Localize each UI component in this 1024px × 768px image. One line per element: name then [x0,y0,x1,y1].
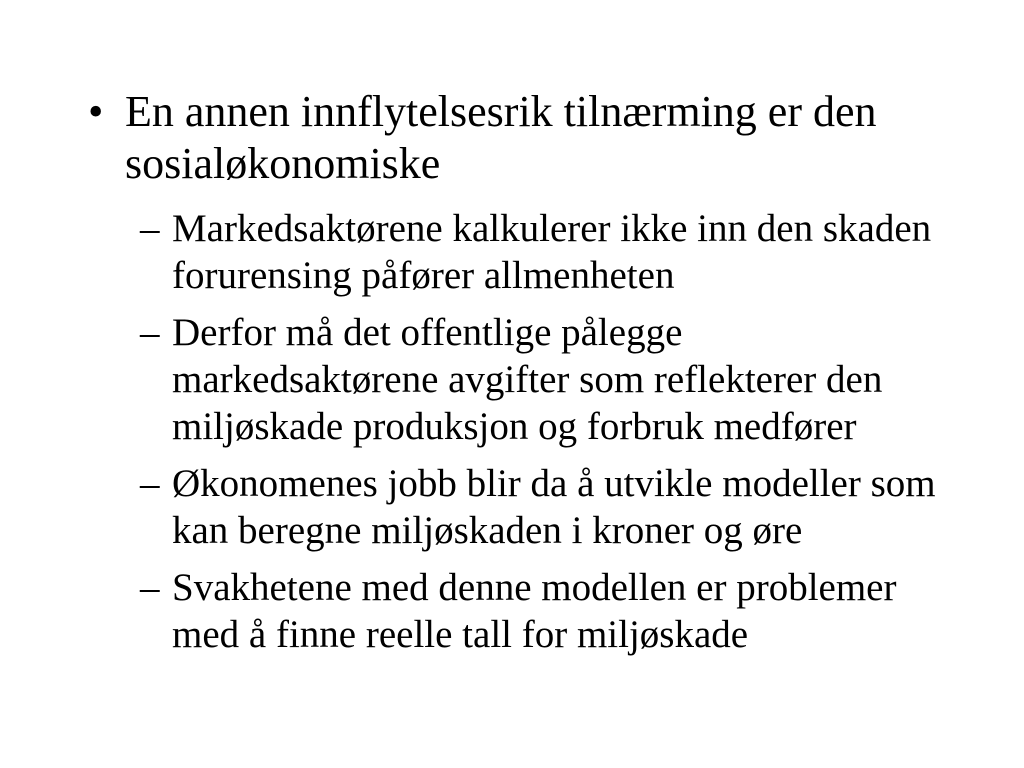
bullet-item [140,309,952,450]
bullet-text: Svakhetene med denne modellen er problemer med å finne reelle tall for miljøskade [172,566,897,656]
dash-marker: – [140,311,160,354]
dash-marker: – [140,462,160,505]
bullet-text: Derfor må det offentlige pålegge markedsaktørene avgifter som reflekterer den miljøskade produksjon og forbruk medfører [172,311,883,448]
dash-marker: – [140,207,160,250]
bullet-marker: • [88,87,104,136]
bullet-text: Markedsaktørene kalkulerer ikke inn den skaden forurensing påfører allmenheten [172,207,932,297]
bullet-item [88,86,952,190]
bullet-text: En annen innflytelsesrik tilnærming er den sosialøkonomiske [125,87,877,188]
bullet-text: Økonomenes jobb blir da å utvikle modeller som kan beregne miljøskaden i kroner og øre [172,462,936,552]
slide-body-text [88,86,952,658]
bullet-item [140,564,952,658]
bullet-item [140,205,952,299]
bullet-item [140,460,952,554]
dash-marker: – [140,566,160,609]
